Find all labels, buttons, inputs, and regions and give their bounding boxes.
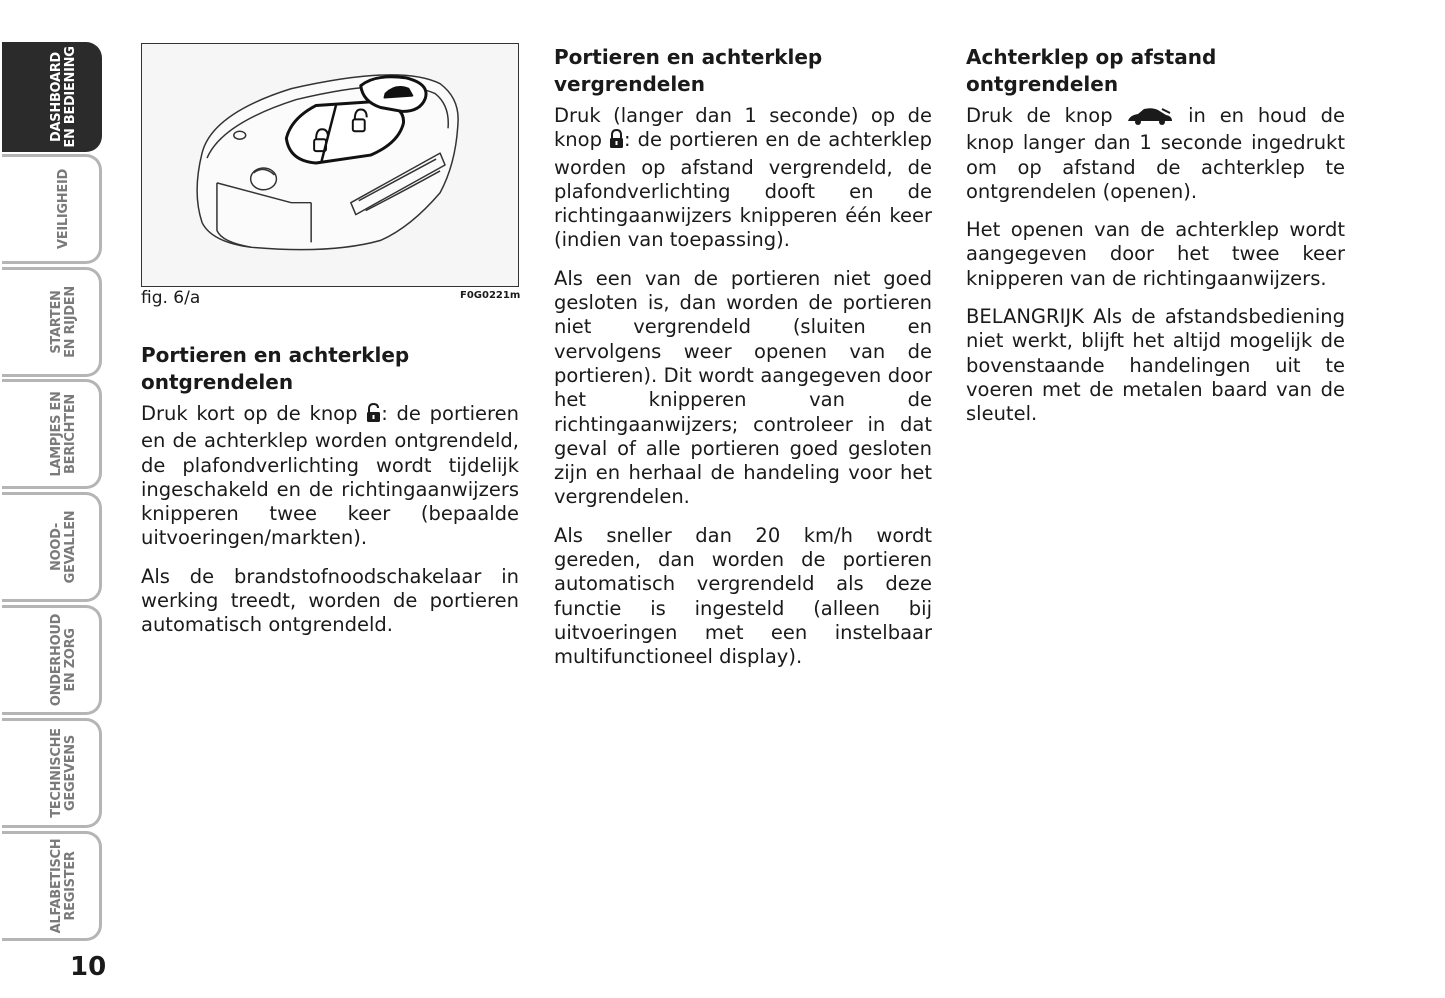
paragraph: Als een van de portieren niet goed gesloten is, dan worden de portieren niet vergrendeld (sluiten en vervolgens weer openen van de portieren). Dit wordt aangegeven door het knipperen van de richtingaanwijzers; controleer in dat geval of alle portieren goed gesloten zijn en herhaal de handeling voor het vergrendelen. <box>554 266 932 509</box>
paragraph: Als de brandstofnoodschakelaar in werking treedt, worden de portieren automatisch ontgrendeld. <box>141 564 519 637</box>
paragraph: Druk kort op de knop : de portieren en de achterklep worden ontgrendeld, de plafondverlichting wordt tijdelijk ingeschakeld en de richtingaanwijzers knipperen twee keer (bepaalde uitvoeringen/markten). <box>141 402 519 550</box>
tab-alfabetisch-register[interactable] <box>2 831 102 941</box>
tab-label: STARTEN EN RIJDEN <box>49 286 78 358</box>
figure-code: F0G0221m <box>460 290 521 301</box>
key-fob-illustration <box>142 44 518 286</box>
tab-onderhoud[interactable] <box>2 605 102 715</box>
page-number: 10 <box>70 952 107 982</box>
tab-noodgevallen[interactable] <box>2 492 102 602</box>
tab-label: VEILIGHEID <box>56 169 71 249</box>
paragraph: Als sneller dan 20 km/h wordt gereden, dan worden de portieren automatisch vergrendeld als deze functie is ingesteld (alleen bij uitvoeringen met een instelbaar multifunctioneel display). <box>554 523 932 669</box>
key-fob-figure <box>141 43 519 287</box>
tab-label: NOOD- GEVALLEN <box>49 510 78 584</box>
car-trunk-icon <box>1126 107 1174 131</box>
padlock-open-icon <box>366 403 381 429</box>
tab-technische-gegevens[interactable] <box>2 718 102 828</box>
section-heading: Achterklep op afstand ontgrendelen <box>966 45 1217 96</box>
figure-caption: fig. 6/a <box>141 288 201 308</box>
tab-label: LAMPJES EN BERICHTEN <box>49 391 78 477</box>
section-heading: Portieren en achterklep vergrendelen <box>554 45 823 96</box>
paragraph: BELANGRIJK Als de afstandsbediening niet werkt, blijft het altijd mogelijk de bovenstaande handelingen uit te voeren met de metalen baard van de sleutel. <box>966 305 1345 426</box>
paragraph: Het openen van de achterklep wordt aangegeven door het twee keer knipperen van de richtingaanwijzers. <box>966 218 1345 290</box>
column-1 <box>141 342 519 652</box>
section-heading: Portieren en achterklep ontgrendelen <box>141 343 410 394</box>
padlock-closed-icon <box>609 129 624 155</box>
tab-veiligheid[interactable] <box>2 154 102 264</box>
tab-starten[interactable] <box>2 267 102 377</box>
column-2 <box>554 44 932 684</box>
tab-label: TECHNISCHE GEGEVENS <box>49 728 78 818</box>
tab-label: DASHBOARD EN BEDIENING <box>49 46 78 148</box>
column-3 <box>966 44 1345 441</box>
paragraph: Druk de knop in en houd de knop langer dan 1 seconde ingedrukt om op afstand de achterklep te ontgrendelen (openen). <box>966 104 1345 203</box>
tab-label: ALFABETISCH REGISTER <box>49 838 78 934</box>
tab-lampjes[interactable] <box>2 379 102 489</box>
paragraph: Druk (langer dan 1 seconde) op de knop : de portieren en de achterklep worden op afstand vergrendeld, de plafondverlichting dooft en de richtingaanwijzers knipperen één keer (indien van toepassing). <box>554 104 932 252</box>
tab-label: ONDERHOUD EN ZORG <box>49 613 78 707</box>
tab-dashboard[interactable] <box>2 42 102 152</box>
